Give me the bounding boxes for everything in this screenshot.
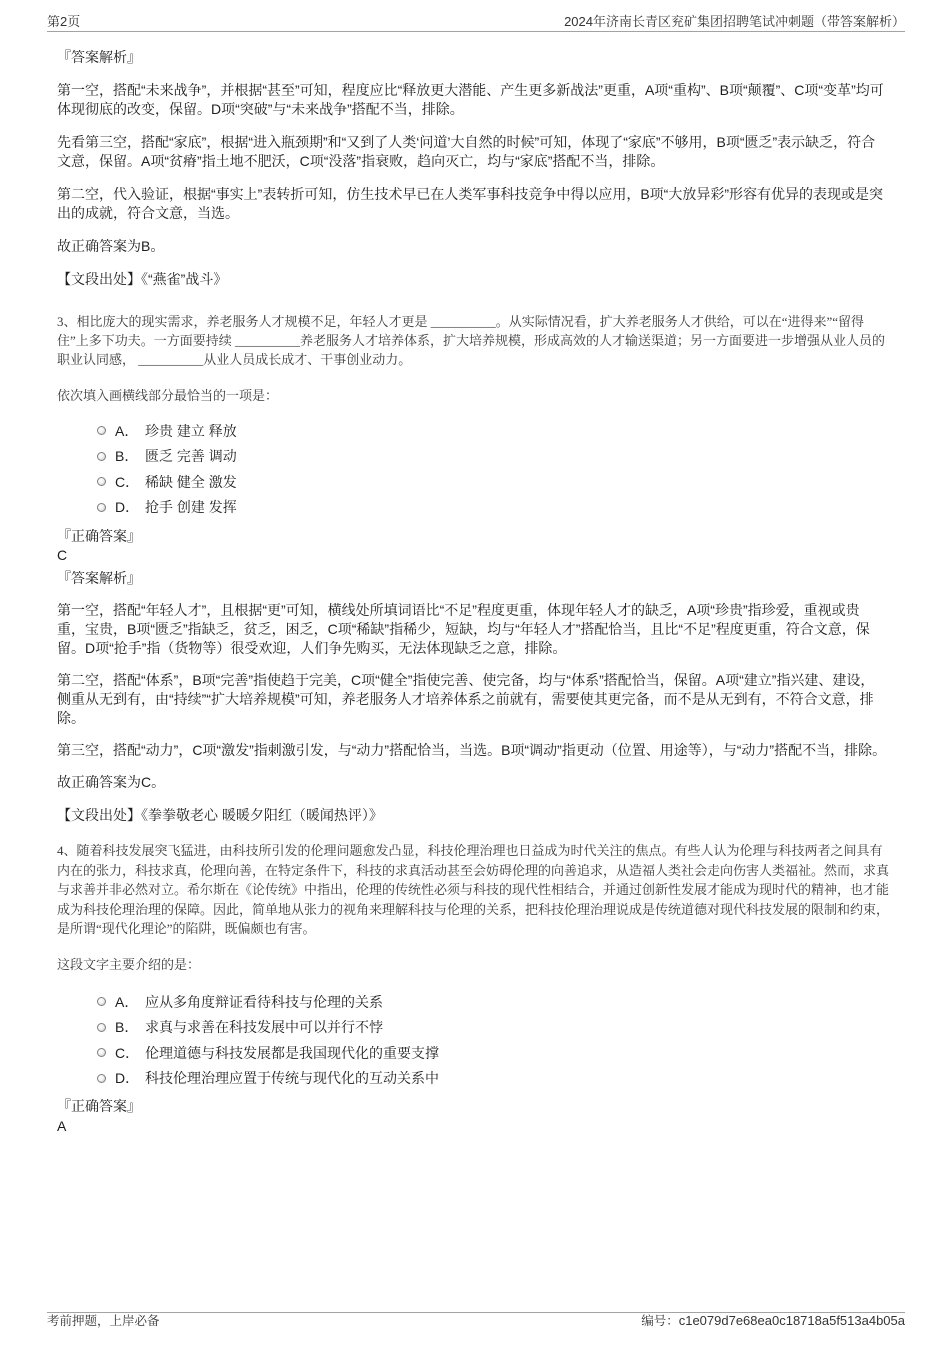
- radio-icon[interactable]: [97, 452, 106, 461]
- header-divider: [47, 31, 905, 32]
- radio-icon[interactable]: [97, 1074, 106, 1083]
- correct-answer-label: 『正确答案』: [57, 527, 141, 544]
- option-letter: A．: [115, 422, 139, 439]
- option-text: 应从多角度辩证看待科技与伦理的关系: [145, 993, 383, 1010]
- radio-icon[interactable]: [97, 477, 106, 486]
- page-content: [57, 47, 893, 1136]
- page-footer: [47, 1313, 905, 1329]
- source-citation: 【文段出处】《“燕雀”战斗》: [57, 271, 228, 287]
- radio-icon[interactable]: [97, 1023, 106, 1032]
- question-prompt: 这段文字主要介绍的是：: [57, 956, 201, 972]
- analysis-label: 『答案解析』: [57, 49, 141, 65]
- question-prompt: 依次填入画横线部分最恰当的一项是：: [57, 387, 279, 403]
- options-list: [57, 419, 893, 521]
- option-letter: C．: [115, 1044, 140, 1061]
- page-header: [47, 14, 905, 30]
- option-c[interactable]: [57, 470, 893, 496]
- radio-icon[interactable]: [97, 426, 106, 435]
- analysis-paragraph-2: 第二空，搭配“体系”，B项“完善”指使趋于完美，C项“健全”指使完善、使完备，均与“体系”搭配恰当，保留。A项“建立”指兴建、建设，侧重从无到有，由“持续”“扩大培养规模”可知，养老服务人才培养体系之前就有，需要使其更完备，而不是从无到有，不符合文意，排除。: [57, 672, 875, 726]
- radio-icon[interactable]: [97, 997, 106, 1006]
- option-text: 求真与求善在科技发展中可以并行不悖: [145, 1019, 383, 1035]
- radio-icon[interactable]: [97, 1048, 106, 1057]
- analysis-label: 『答案解析』: [57, 570, 141, 586]
- option-d[interactable]: [57, 1066, 893, 1092]
- footer-slogan: 考前押题，上岸必备: [47, 1314, 160, 1328]
- conclusion: 故正确答案为B。: [57, 238, 165, 254]
- analysis-paragraph-3: 第三空，搭配“动力”，C项“激发”指刺激引发，与“动力”搭配恰当，当选。B项“调动”指更动（位置、用途等），与“动力”搭配不当，排除。: [57, 742, 887, 758]
- analysis-paragraph-1: 第一空，搭配“未来战争”，并根据“甚至”可知，程度应比“释放更大潜能、产生更多新战法”更重，A项“重构”、B项“颠覆”、C项“变革”均可体现彻底的改变，保留。D项“突破”与“未来战争”搭配不当，排除。: [57, 82, 884, 117]
- document-title: 2024年济南长青区兖矿集团招聘笔试冲刺题（带答案解析）: [564, 14, 905, 29]
- option-text: 稀缺 健全 激发: [145, 473, 237, 490]
- document-id-value: c1e079d7e68ea0c18718a5f513a4b05a: [678, 1313, 905, 1328]
- option-d[interactable]: [57, 495, 893, 521]
- document-id: [641, 1313, 905, 1329]
- option-a[interactable]: [57, 990, 893, 1016]
- option-letter: D．: [115, 1070, 140, 1086]
- option-c[interactable]: [57, 1041, 893, 1067]
- analysis-paragraph-2: 先看第三空，搭配“家底”，根据“进入瓶颈期”和“又到了人类‘问道’大自然的时候”可知，体现了“家底”不够用，B项“匮乏”表示缺乏，符合文意，保留。A项“贫瘠”指土地不肥沃，C项“没落”指衰败，趋向灭亡，均与“家底”搭配不当，排除。: [57, 134, 876, 169]
- page-number: 第2页: [47, 14, 81, 29]
- analysis-paragraph-1: 第一空，搭配“年轻人才”，且根据“更”可知，横线处所填词语比“不足”程度更重，体现年轻人才的缺乏，A项“珍贵”指珍爱，重视或贵重，宝贵，B项“匮乏”指缺乏，贫乏，困乏，C项“稀缺”指稀少，短缺，均与“年轻人才”搭配恰当，且比“不足”程度更重，符合文意，保留。D项“抢手”指（货物等）很受欢迎，人们争先购买，无法体现缺乏之意，排除。: [57, 602, 870, 656]
- option-letter: C．: [115, 473, 140, 490]
- option-b[interactable]: [57, 444, 893, 470]
- option-letter: B．: [115, 448, 139, 464]
- option-text: 伦理道德与科技发展都是我国现代化的重要支撑: [145, 1044, 439, 1061]
- option-letter: D．: [115, 499, 140, 515]
- correct-answer-label: 『正确答案』: [57, 1097, 141, 1114]
- question-4: [57, 841, 893, 1136]
- analysis-paragraph-3: 第二空，代入验证，根据“事实上”表转折可知，仿生技术早已在人类军事科技竞争中得以应用，B项“大放异彩”形容有优异的表现或是突出的成就，符合文意，当选。: [57, 186, 883, 221]
- source-citation: 【文段出处】《拳拳敬老心 暖暖夕阳红（暖闻热评）》: [57, 807, 383, 823]
- option-b[interactable]: [57, 1015, 893, 1041]
- option-text: 珍贵 建立 释放: [145, 422, 237, 439]
- option-text: 匮乏 完善 调动: [145, 448, 237, 464]
- correct-answer: A: [57, 1117, 67, 1134]
- option-text: 抢手 创建 发挥: [145, 499, 237, 515]
- options-list: [57, 990, 893, 1092]
- option-letter: A．: [115, 993, 139, 1010]
- conclusion: 故正确答案为C。: [57, 774, 166, 790]
- option-text: 科技伦理治理应置于传统与现代化的互动关系中: [145, 1070, 439, 1086]
- question-2-answer-analysis: [57, 47, 893, 289]
- option-letter: B．: [115, 1019, 139, 1035]
- question-3: [57, 312, 893, 826]
- question-stem: 3、相比庞大的现实需求，养老服务人才规模不足，年轻人才更是 __________。从实际情况看，扩大养老服务人才供给，可以在“进得来”“留得住”上多下功夫。一方面要持续 __________养老服务人才培养体系，扩大培养规模，形成高效的人才输送渠道；另一方面要进一步增强从业人员的职业认同感， __________从业人员成长成才、干事创业动力。: [57, 313, 886, 367]
- question-stem: 4、随着科技发展突飞猛进，由科技所引发的伦理问题愈发凸显，科技伦理治理也日益成为时代关注的焦点。有些人认为伦理与科技两者之间具有内在的张力，科技求真，伦理向善，在特定条件下，科技的求真活动甚至会妨碍伦理的向善追求，从造福人类社会走向伤害人类福祉。然而，求真与求善并非必然对立。希尔斯在《论传统》中指出，伦理的传统性必须与科技的现代性相结合，并通过创新性发展才能成为现时代的精神，也才能成为科技伦理治理的保障。因此，简单地从张力的视角来理解科技与伦理的关系，把科技伦理治理说成是传统道德对现代科技发展的限制和约束，是所谓“现代化理论”的陷阱，既偏颇也有害。: [57, 843, 890, 936]
- correct-answer: C: [57, 546, 68, 563]
- document-id-label: 编号：: [641, 1314, 679, 1328]
- option-a[interactable]: [57, 419, 893, 445]
- radio-icon[interactable]: [97, 503, 106, 512]
